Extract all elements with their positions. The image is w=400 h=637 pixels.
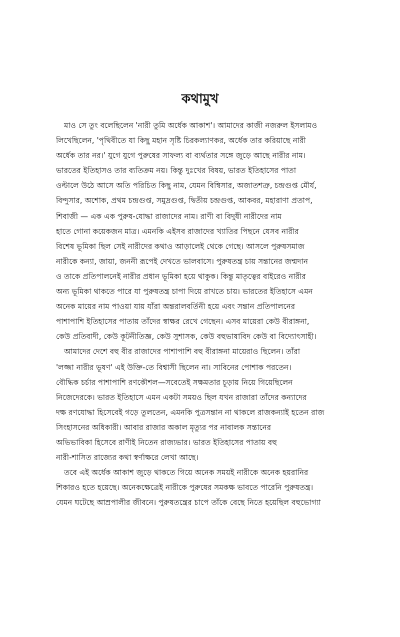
text-line: নারীকে কন্যা, জায়া, জননী রূপেই দেখতে ভালবাসে। পুরুষতন্ত্র চায় সন্তানের জন্মদান (56, 256, 308, 266)
text-line: নিজেদেরকে। ভারত ইতিহাসে এমন একটা সময়ও ছিল যখন রাজারা তাঁদের কন্যাদের (56, 392, 307, 402)
text-line: মাও সে তুং বলেছিলেন 'নারী তুমি অর্ধেক আকাশ'। আমাদের কাজী নজরুল ইসলামও (64, 121, 318, 130)
text-line: ওল্টালে উঠে আসে অতি পরিচিত কিছু নাম, যেমন বিম্বিসার, অজাতশত্রু, চন্দ্রগুপ্ত মৌর্য, (56, 181, 317, 191)
text-line: অনেক মায়ের নাম পাওয়া যায় যাঁরা অন্তরালবর্তিনী হয়ে এবং সন্তান প্রতিপালনের (56, 302, 296, 312)
text-line: অন্য ভূমিকা থাকতে পারে যা পুরুষতন্ত্র চাপা দিয়ে রাখতে চায়। ভারতের ইতিহাসে এমন (56, 287, 313, 297)
text-line: শিকারও হতে হয়েছে। অনেকক্ষেত্রেই নারীকে পুরুষের সমকক্ষ ভাবতে পারেনি পুরুষতন্ত্র। (56, 483, 314, 493)
text-line: শিবাজী — এক এক পুরুষ-যোদ্ধা রাজাদের নাম। রাণী বা বিদুষী নারীদের নাম (56, 211, 282, 221)
text-line: অভিভাবিকা হিসেবে রাণীই নিতেন রাজ্যভার। ভারত ইতিহাসের পাতায় বহু (56, 437, 278, 447)
text-line: বিশেষ ভূমিকা ছিল সেই নারীদের কথাও আড়ালেই থেকে গেছে। আসলে পুরুষসমাজ (56, 241, 305, 251)
preface-body (56, 118, 374, 510)
text-line: বৌদ্ধিক চর্চার পাশাপাশি রণকৌশল—সবেতেই সক্ষমতার চূড়ায় নিয়ে গিয়েছিলেন (56, 377, 293, 387)
text-line: ভারতের ইতিহাসও তার ব্যতিক্রম নয়। কিন্তু দুঃখের বিষয়, ভারত ইতিহাসের পাতা (56, 166, 297, 176)
text-line: দক্ষ রণযোদ্ধা হিসেবেই গড়ে তুলতেন, এমনকি পুত্রসন্তান না থাকলে রাজকন্যাই হতেন রাজ (56, 407, 325, 417)
chapter-title: কথামুখ (181, 92, 219, 107)
text-line: পাশাপাশি ইতিহাসের পাতায় তাঁদের স্বাক্ষর রেখে গেছেন। এসব মায়েরা কেউ বীরাঙ্গনা, (56, 317, 310, 327)
text-line: যেমন ঘটেছে আম্রপালীর জীবনে। পুরুষতন্ত্রের চাপে তাঁকে বেছে নিতে হয়েছিল বহুভোগ্যা (56, 498, 321, 508)
text-line: তবে এই অর্ধেক আকাশ জুড়ে থাকতে গিয়ে অনেক সময়ই নারীকে অনেক হয়রানির (64, 468, 309, 478)
text-line: আমাদের দেশে বহু বীর রাজাদের পাশাপাশি বহু বীরাঙ্গনা মায়েরাও ছিলেন। তাঁরা (64, 347, 301, 357)
text-line: নারী-শাসিত রাজ্যের কথা স্বর্ণাক্ষরে লেখা আছে। (56, 453, 199, 463)
text-line: কেউ প্রতিবাদী, কেউ কূটনীতিজ্ঞ, কেউ সুশাসক, কেউ বহুভাষাবিদ কেউ বা বিদ্যোৎসাহী। (56, 332, 317, 342)
text-line: অর্ধেক তার নর।' যুগে যুগে পুরুষের সাফল্য বা ব্যর্থতার সঙ্গে জুড়ে আছে নারীর নাম। (56, 151, 306, 161)
text-line: হাতে গোনা কয়েকজন মাত্র। এমনকি এইসব রাজাদের খ্যাতির পিছনে যেসব নারীর (56, 226, 299, 236)
text-line: বিন্দুসার, অশোক, প্রথম চন্দ্রগুপ্ত, সমুদ্রগুপ্ত, দ্বিতীয় চন্দ্রগুপ্ত, আকবর, মহারাণা প্রতাপ, (56, 196, 313, 206)
text-line: 'লজ্জা নারীর ভূষণ' এই উক্তি-তে বিশ্বাসী ছিলেন না। সাবিনের পোশাক পরতেন। (56, 362, 292, 372)
text-line: লিখেছিলেন, 'পৃথিবীতে যা কিছু মহান সৃষ্টি চিরকল্যাণকর, অর্ধেক তার করিয়াছে নারী (56, 136, 306, 146)
text-line: ও তাকে প্রতিপালনেই নারীর প্রধান ভূমিকা হয়ে থাকুক। কিন্তু মাতৃত্বের বাইরেও নারীর (56, 271, 306, 281)
text-line: সিংহাসনের অধিকারী। আবার রাজার অকাল মৃত্যুর পর নাবালক সন্তানের (56, 422, 272, 432)
